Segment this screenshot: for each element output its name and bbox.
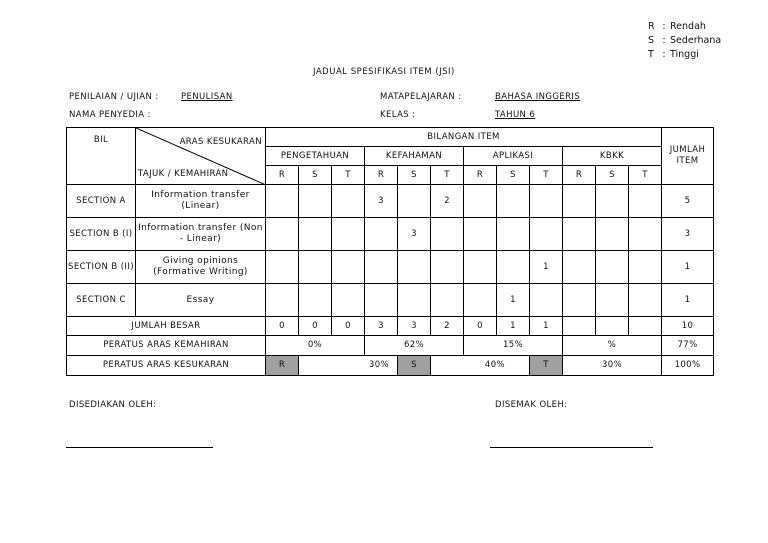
pct-kemahiran-total: 77% <box>662 336 714 356</box>
kelas-label: KELAS : <box>380 110 416 120</box>
sum-cell: 1 <box>497 317 530 336</box>
legend-row: T : Tinggi <box>648 49 699 60</box>
level-t: T <box>332 166 365 185</box>
count-cell <box>497 185 530 218</box>
pct-tinggi: 30% <box>563 356 662 376</box>
count-cell <box>563 284 596 317</box>
count-cell: 2 <box>431 185 464 218</box>
peratus-kesukaran-row <box>67 356 714 376</box>
level-t: T <box>629 166 662 185</box>
sum-cell: 3 <box>398 317 431 336</box>
table-row <box>67 218 714 251</box>
count-cell <box>332 218 365 251</box>
peratus-kemahiran-label: PERATUS ARAS KEMAHIRAN <box>67 336 266 356</box>
count-cell <box>497 218 530 251</box>
signature-line-disediakan <box>66 447 213 448</box>
level-r: R <box>365 166 398 185</box>
kelas-value: TAHUN 6 <box>495 110 536 120</box>
count-cell <box>299 251 332 284</box>
count-cell <box>266 185 299 218</box>
signature-line-disemak <box>490 447 653 448</box>
aras-kesukaran-label: ARAS KESUKARAN <box>179 137 262 147</box>
bil-header: BIL <box>67 128 136 185</box>
sum-cell: 3 <box>365 317 398 336</box>
table-row <box>67 251 714 284</box>
sum-cell: 2 <box>431 317 464 336</box>
level-s: S <box>398 166 431 185</box>
pct-pengetahuan: 0% <box>266 336 365 356</box>
section-label: SECTION A <box>67 185 136 218</box>
level-t-shaded: T <box>530 356 563 376</box>
count-cell <box>530 218 563 251</box>
sum-cell: 0 <box>266 317 299 336</box>
sum-cell <box>596 317 629 336</box>
row-total: 5 <box>662 185 714 218</box>
pct-aplikasi: 15% <box>464 336 563 356</box>
peratus-kemahiran-row <box>67 336 714 356</box>
count-cell <box>299 185 332 218</box>
pct-rendah: 30% <box>299 356 398 376</box>
count-cell <box>596 251 629 284</box>
grand-total: 10 <box>662 317 714 336</box>
bilangan-item-header: BILANGAN ITEM <box>266 128 662 147</box>
sum-cell: 0 <box>332 317 365 336</box>
header-row-1 <box>67 128 714 147</box>
count-cell <box>398 284 431 317</box>
count-cell <box>563 218 596 251</box>
sum-cell: 0 <box>464 317 497 336</box>
jsi-table <box>66 127 714 376</box>
count-cell <box>629 218 662 251</box>
count-cell <box>332 185 365 218</box>
section-label: SECTION C <box>67 284 136 317</box>
count-cell <box>431 284 464 317</box>
mata-value: BAHASA INGGERIS <box>495 92 581 102</box>
count-cell <box>365 251 398 284</box>
count-cell <box>332 284 365 317</box>
row-total: 1 <box>662 251 714 284</box>
count-cell <box>398 251 431 284</box>
legend <box>648 20 721 62</box>
pct-sederhana: 40% <box>431 356 530 376</box>
count-cell <box>629 251 662 284</box>
jumlah-item-header: JUMLAH ITEM <box>662 128 714 185</box>
level-s: S <box>299 166 332 185</box>
count-cell <box>365 218 398 251</box>
count-cell <box>266 284 299 317</box>
level-r: R <box>266 166 299 185</box>
row-total: 1 <box>662 284 714 317</box>
tajuk-kemahiran-label: TAJUK / KEMAHIRAN <box>138 169 229 179</box>
group-kbkk: KBKK <box>563 147 662 166</box>
count-cell <box>596 218 629 251</box>
sum-cell <box>629 317 662 336</box>
count-cell <box>365 284 398 317</box>
level-r: R <box>464 166 497 185</box>
sum-cell <box>563 317 596 336</box>
disediakan-label: DISEDIAKAN OLEH: <box>69 400 157 410</box>
count-cell <box>596 185 629 218</box>
count-cell <box>431 251 464 284</box>
skill-label: Giving opinions (Formative Writing) <box>136 251 266 284</box>
count-cell <box>299 284 332 317</box>
sum-cell: 1 <box>530 317 563 336</box>
table-row <box>67 185 714 218</box>
count-cell <box>398 185 431 218</box>
level-s: S <box>596 166 629 185</box>
count-cell <box>464 284 497 317</box>
peratus-kesukaran-label: PERATUS ARAS KESUKARAN <box>67 356 266 376</box>
level-t: T <box>530 166 563 185</box>
count-cell: 1 <box>530 251 563 284</box>
count-cell <box>299 218 332 251</box>
pct-kesukaran-total: 100% <box>662 356 714 376</box>
count-cell <box>563 185 596 218</box>
section-label: SECTION B (II) <box>67 251 136 284</box>
count-cell: 3 <box>365 185 398 218</box>
skill-label: Essay <box>136 284 266 317</box>
count-cell <box>266 251 299 284</box>
penilaian-field <box>69 92 159 102</box>
count-cell <box>464 251 497 284</box>
level-s: S <box>497 166 530 185</box>
disemak-label: DISEMAK OLEH: <box>495 400 568 410</box>
aras-tajuk-header <box>136 128 266 185</box>
count-cell <box>530 185 563 218</box>
jumlah-besar-row <box>67 317 714 336</box>
group-aplikasi: APLIKASI <box>464 147 563 166</box>
section-label: SECTION B (I) <box>67 218 136 251</box>
level-s-shaded: S <box>398 356 431 376</box>
count-cell: 3 <box>398 218 431 251</box>
count-cell <box>266 218 299 251</box>
count-cell <box>629 185 662 218</box>
group-kefahaman: KEFAHAMAN <box>365 147 464 166</box>
level-r-shaded: R <box>266 356 299 376</box>
group-pengetahuan: PENGETAHUAN <box>266 147 365 166</box>
count-cell <box>464 218 497 251</box>
skill-label: Information transfer (Non - Linear) <box>136 218 266 251</box>
penilaian-label: PENILAIAN / UJIAN : <box>69 92 159 102</box>
table-row <box>67 284 714 317</box>
count-cell <box>431 218 464 251</box>
count-cell <box>332 251 365 284</box>
count-cell <box>530 284 563 317</box>
penyedia-label: NAMA PENYEDIA : <box>69 110 151 120</box>
count-cell <box>629 284 662 317</box>
count-cell <box>563 251 596 284</box>
skill-label: Information transfer (Linear) <box>136 185 266 218</box>
row-total: 3 <box>662 218 714 251</box>
penilaian-value: PENULISAN <box>181 92 233 102</box>
count-cell <box>497 251 530 284</box>
legend-row: R : Rendah <box>648 21 706 32</box>
count-cell <box>596 284 629 317</box>
level-t: T <box>431 166 464 185</box>
level-r: R <box>563 166 596 185</box>
legend-row: S : Sederhana <box>648 35 722 46</box>
count-cell: 1 <box>497 284 530 317</box>
pct-kbkk: % <box>563 336 662 356</box>
mata-label: MATAPELAJARAN : <box>380 92 462 102</box>
sum-cell: 0 <box>299 317 332 336</box>
pct-kefahaman: 62% <box>365 336 464 356</box>
page-title: JADUAL SPESIFIKASI ITEM (JSI) <box>313 67 455 77</box>
count-cell <box>464 185 497 218</box>
jumlah-besar-label: JUMLAH BESAR <box>67 317 266 336</box>
